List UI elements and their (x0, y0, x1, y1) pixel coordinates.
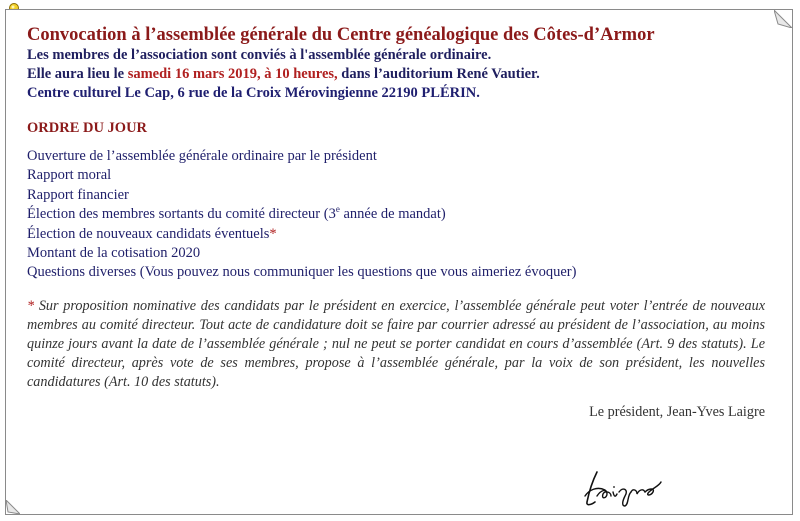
agenda-item (27, 225, 772, 244)
footnote-paragraph (27, 297, 765, 392)
agenda-item-text: Élection de nouveaux candidats éventuels (27, 225, 270, 242)
handwritten-signature (583, 466, 663, 508)
agenda-item: Ouverture de l’assemblée générale ordinaire par le président (27, 148, 377, 164)
page-curl-top-right (774, 10, 792, 28)
page-curl-bottom-left (6, 500, 20, 514)
intro-block (27, 46, 772, 103)
footnote-marker: * (269, 225, 277, 242)
footnote-text: Sur proposition nominative des candidats par le président en exercice, l’assemblée générale peut voter l’entrée de nouveaux membres au comité directeur. Tout acte de candidature doit se faire par courrier adressé au président de l’association, au moins quinze jours avant la date de l’assemblée générale ; nul ne peut se porter candidat en cours d’assemblée (Art. 9 des statuts). Le comité directeur, après vote de ses membres, propose à l’assemblée générale, par la voix de son président, les nouvelles candidatures (Art. 10 des statuts). (27, 297, 765, 390)
footnote-marker: * (27, 297, 35, 314)
agenda-item (27, 205, 772, 224)
agenda-item: Rapport financier (27, 186, 129, 203)
intro-line-2-suffix: dans l’auditorium René Vautier. (337, 66, 540, 82)
agenda-item-text: Élection des membres sortants du comité directeur (3 (27, 206, 336, 223)
agenda-list (27, 147, 772, 283)
agenda-heading: ORDRE DU JOUR (27, 120, 148, 136)
agenda-item-tail: année de mandat) (339, 206, 446, 223)
agenda-item: Questions diverses (Vous pouvez nous communiquer les questions que vous aimeriez évoquer) (27, 264, 577, 281)
agenda-item: Montant de la cotisation 2020 (27, 245, 201, 262)
venue-address: Centre culturel Le Cap, 6 rue de la Croix Mérovingienne 22190 PLÉRIN. (27, 85, 480, 101)
meeting-date: samedi 16 mars 2019, à 10 heures, (127, 66, 338, 82)
ordinal-superscript: e (335, 204, 340, 215)
agenda-item: Rapport moral (27, 167, 112, 184)
signatory-line: Le président, Jean-Yves Laigre (589, 403, 765, 420)
document-title: Convocation à l’assemblée générale du Centre généalogique des Côtes-d’Armor (27, 25, 655, 45)
intro-line-2-prefix: Elle aura lieu le (27, 66, 128, 82)
intro-line-2 (27, 65, 772, 84)
document-content (27, 24, 772, 422)
intro-line-1: Les membres de l’association sont conviés à l'assemblée générale ordinaire. (27, 47, 492, 63)
